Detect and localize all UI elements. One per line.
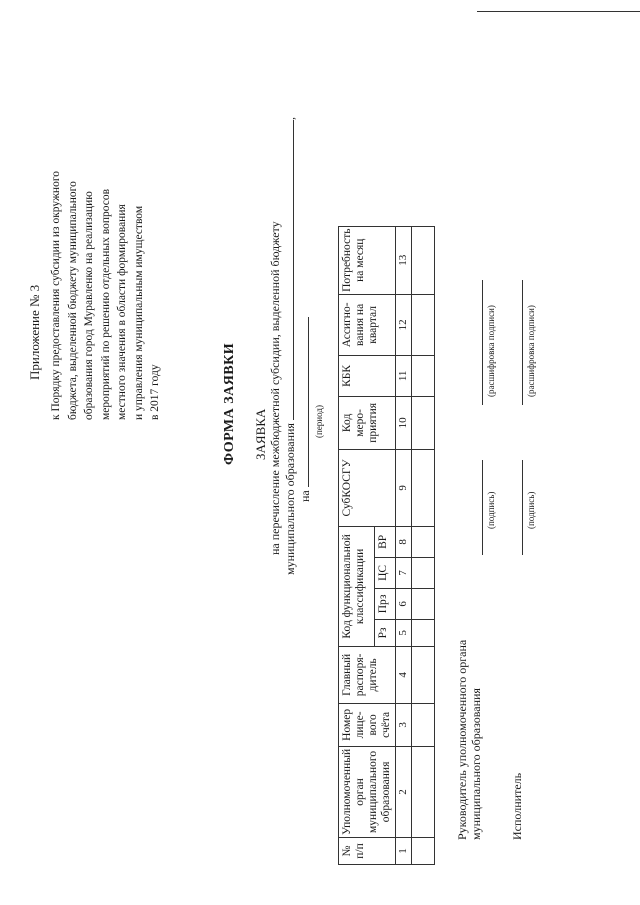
number-cell: 4 <box>396 646 412 703</box>
request-line-2 <box>283 117 298 575</box>
head-signature-line <box>482 460 483 555</box>
subheader-cell: ВР <box>375 526 396 557</box>
number-cell: 7 <box>396 557 412 588</box>
empty-cell <box>412 294 435 355</box>
appendix-line: мероприятий по решению отдельных вопросов <box>99 188 112 420</box>
header-cell: Потребность на месяц <box>339 226 396 294</box>
number-cell: 1 <box>396 838 412 865</box>
appendix-line: к Порядку предоставления субсидии из окружного <box>50 170 62 420</box>
table-empty-row <box>412 226 435 864</box>
request-table <box>338 226 435 865</box>
number-cell: 5 <box>396 619 412 646</box>
number-cell: 8 <box>396 526 412 557</box>
period-fill-line <box>298 317 309 487</box>
header-cell: Код меро-приятия <box>339 396 396 449</box>
number-cell: 11 <box>396 355 412 396</box>
head-decode-caption: (расшифровка подписи) <box>486 305 496 397</box>
empty-cell <box>412 646 435 703</box>
appendix-line: местного значения в области формирования <box>116 204 128 420</box>
head-signature-label <box>455 640 483 840</box>
head-label-line: муниципального образования <box>469 688 483 840</box>
header-cell: Ассигно-вания на квартал <box>339 294 396 355</box>
request-line-3 <box>298 317 313 502</box>
subheader-cell: Прз <box>375 588 396 619</box>
appendix-title: Приложение № 3 <box>27 284 42 380</box>
executor-decode-line <box>522 280 523 405</box>
header-cell: Главный распоря-дитель <box>339 646 396 703</box>
head-decode-line <box>482 280 483 405</box>
number-cell: 6 <box>396 588 412 619</box>
empty-cell <box>412 526 435 557</box>
executor-signature-line <box>522 460 523 555</box>
executor-label: Исполнитель <box>510 772 524 840</box>
request-heading: ЗАЯВКА <box>253 408 268 460</box>
table-header-row <box>339 226 375 864</box>
number-cell: 9 <box>396 449 412 526</box>
header-cell: Код функциональной классификации <box>339 526 375 646</box>
appendix-body <box>48 0 164 420</box>
head-signature-caption: (подпись) <box>486 491 496 529</box>
request-line-1: на перечисление межбюджетной субсидии, выделенной бюджету <box>268 221 282 555</box>
header-cell: КБК <box>339 355 396 396</box>
head-label-line: Руководитель уполномоченного органа <box>455 639 469 840</box>
header-cell: № п/п <box>339 838 396 865</box>
empty-cell <box>412 226 435 294</box>
number-cell: 10 <box>396 396 412 449</box>
request-line-2-prefix: муниципального образования <box>283 423 297 575</box>
empty-cell <box>412 355 435 396</box>
empty-cell <box>412 746 435 837</box>
subheader-cell: ЦС <box>375 557 396 588</box>
municipality-fill-line <box>283 120 294 420</box>
appendix-line: и управления муниципальным имуществом <box>132 205 145 420</box>
empty-cell <box>412 588 435 619</box>
header-cell: СубКОСГУ <box>339 449 396 526</box>
executor-decode-caption: (расшифровка подписи) <box>526 305 536 397</box>
empty-cell <box>412 449 435 526</box>
executor-signature-caption: (подпись) <box>526 491 536 529</box>
number-cell: 12 <box>396 294 412 355</box>
period-caption: (период) <box>314 405 324 438</box>
subheader-cell: Рз <box>375 619 396 646</box>
request-line-2-suffix: , <box>283 117 297 121</box>
empty-cell <box>412 557 435 588</box>
empty-cell <box>412 703 435 746</box>
header-cell: Номер лице-вого счёта <box>339 703 396 746</box>
empty-cell <box>412 396 435 449</box>
form-title: ФОРМА ЗАЯВКИ <box>222 342 237 465</box>
number-cell: 13 <box>396 226 412 294</box>
appendix-line: бюджета, выделенной бюджету муниципального <box>66 181 79 420</box>
empty-cell <box>412 619 435 646</box>
empty-cell <box>412 838 435 865</box>
number-cell: 2 <box>396 746 412 837</box>
number-cell: 3 <box>396 703 412 746</box>
table-number-row <box>396 226 412 864</box>
appendix-line: образования город Муравленко на реализацию <box>83 191 95 420</box>
request-line-3-prefix: на <box>298 490 312 502</box>
header-cell: Уполномоченный орган муниципального образования <box>339 746 396 837</box>
appendix-line: в 2017 году <box>149 364 161 420</box>
